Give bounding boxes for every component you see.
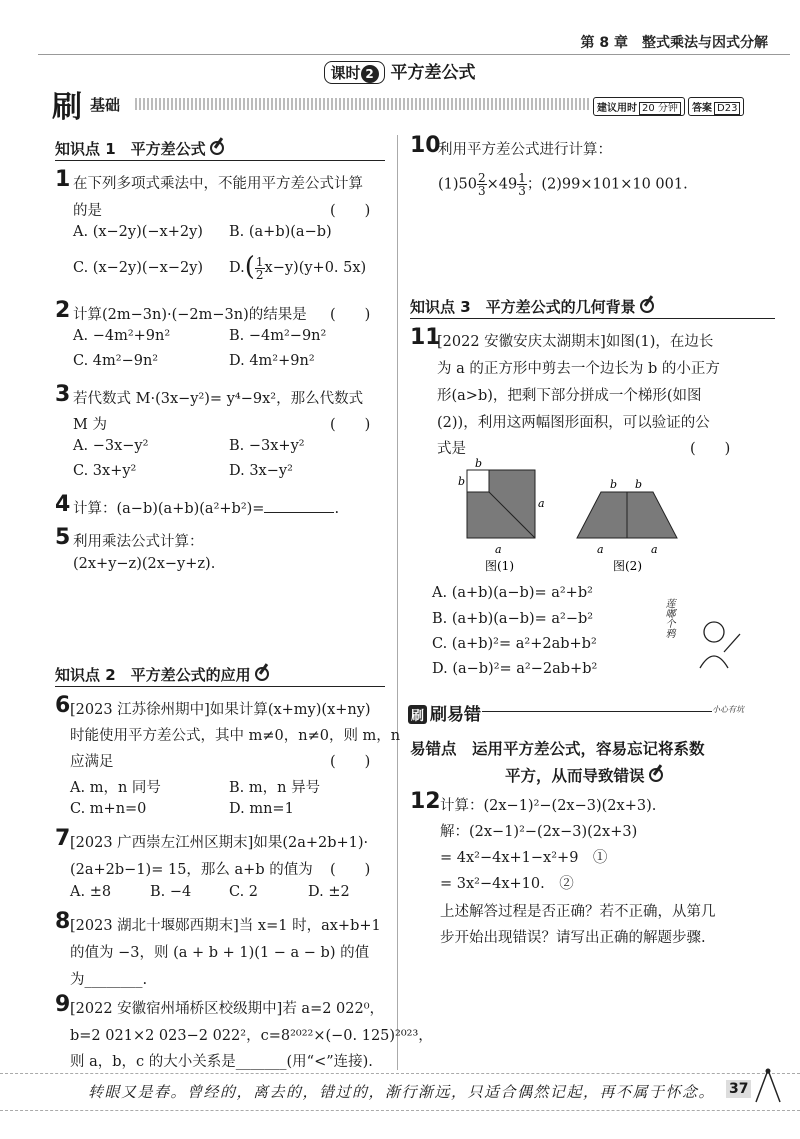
option-d: D. ±2 xyxy=(308,884,350,900)
error-section-rule xyxy=(482,711,712,712)
q2-stem: 计算(2m−3n)·(−2m−3n)的结果是 xyxy=(73,307,307,323)
q12-solution: = 3x²−4x+10. ② xyxy=(440,876,574,892)
error-point: 平方，从而导致错误 xyxy=(505,764,663,786)
answer-blank[interactable] xyxy=(264,501,334,513)
answer-paren: ( ) xyxy=(330,307,371,323)
knowledge-point-1: 知识点 1 平方差公式 xyxy=(55,138,224,159)
label-b-top: b xyxy=(610,478,618,491)
q12-solution: = 4x²−4x+1−x²+9 ① xyxy=(440,850,608,866)
option-d: D. mn=1 xyxy=(229,801,294,817)
q12-solution: 解：(2x−1)²−(2x−3)(2x+3) xyxy=(440,824,638,840)
option-a: A. m，n 同号 xyxy=(70,780,161,796)
question-number: 1 xyxy=(55,167,71,192)
option-b: B. (a+b)(a−b) xyxy=(229,224,332,240)
time-tag: 建议用时 20 分钟 xyxy=(593,97,685,116)
option-a: A. (a+b)(a−b)= a²+b² xyxy=(432,585,593,601)
error-point: 易错点 运用平方差公式，容易忘记将系数 xyxy=(410,740,705,758)
q11-stem: [2022 安徽安庆太湖期末]如图(1)，在边长 xyxy=(437,334,714,350)
option-b: B. −4 xyxy=(150,884,192,900)
answer-paren: ( ) xyxy=(330,203,371,219)
option-c: C. 3x+y² xyxy=(73,463,137,479)
compass-icon xyxy=(750,1066,786,1106)
question-number: 3 xyxy=(55,382,71,407)
section-title: 基础 xyxy=(90,96,121,114)
option-a: A. −4m²+9n² xyxy=(73,328,171,344)
option-d: D. (a−b)²= a²−2ab+b² xyxy=(432,661,598,677)
label-b-top: b xyxy=(635,478,643,491)
option-d: D.( $\frac{1}{2}$ x−y)(y+0. 5x) xyxy=(229,252,367,282)
q11-stem: 为 a 的正方形中剪去一个边长为 b 的小正方 xyxy=(437,361,720,377)
answer-paren: ( ) xyxy=(690,441,731,457)
question-number: 10 xyxy=(410,133,441,158)
q3-stem: M 为 xyxy=(73,417,107,433)
option-c: C. m+n=0 xyxy=(70,801,147,817)
label-a-bottom: a xyxy=(651,543,658,556)
label-a-bottom: a xyxy=(495,543,502,556)
figure-2-caption: 图(2) xyxy=(613,559,642,573)
label-a-right: a xyxy=(538,497,545,510)
pencil-icon xyxy=(210,141,224,155)
header-rule xyxy=(38,54,790,55)
option-a: A. ±8 xyxy=(70,884,112,900)
pencil-icon xyxy=(649,768,663,782)
pencil-icon xyxy=(255,667,269,681)
option-c: C. (x−2y)(−x−2y) xyxy=(73,260,204,276)
q8-stem: 的值为 −3，则 (a + b + 1)(1 − a − b) 的值 xyxy=(70,945,370,961)
q11-stem: 式是 xyxy=(437,441,466,457)
figure-1-caption: 图(1) xyxy=(485,559,514,573)
error-section-header: 刷 刷易错 xyxy=(408,700,481,725)
q5-stem: 利用乘法公式计算： xyxy=(73,534,204,550)
q10-stem: 利用平方差公式进行计算： xyxy=(438,142,612,158)
column-divider xyxy=(397,135,398,1070)
label-b-left: b xyxy=(458,475,466,488)
answer-paren: ( ) xyxy=(330,862,371,878)
pencil-icon xyxy=(640,299,654,313)
q10-expr: (1)50 $\frac{2}{3}$ ×49 $\frac{1}{3}$ ；(2)99×101×10 001. xyxy=(438,171,688,198)
option-b: B. (a+b)(a−b)= a²−b² xyxy=(432,611,594,627)
dotted-bar xyxy=(135,98,590,110)
q6-stem: 时能使用平方差公式，其中 m≠0，n≠0，则 m，n xyxy=(70,728,401,744)
label-a-bottom: a xyxy=(597,543,604,556)
page-number: 37 xyxy=(726,1080,751,1098)
figure-2-trapezoid xyxy=(577,492,677,538)
shua-logo: 刷 xyxy=(52,90,82,125)
question-number: 7 xyxy=(55,826,71,851)
q11-stem: (2))，利用这两幅图形面积，可以验证的公 xyxy=(437,415,710,431)
q11-stem: 形(a>b)，把剩下部分拼成一个梯形(如图 xyxy=(437,388,702,404)
q4-stem: 计算：(a−b)(a+b)(a²+b²)= . xyxy=(73,501,340,517)
option-a: A. −3x−y² xyxy=(73,438,149,454)
question-number: 12 xyxy=(410,789,441,814)
question-number: 11 xyxy=(410,325,441,350)
figure-1-square xyxy=(467,470,535,538)
option-c: C. 4m²−9n² xyxy=(73,353,159,369)
lesson-badge: 课时 2 xyxy=(324,61,384,84)
error-section-tip: 小心有坑 xyxy=(712,705,744,714)
kp-underline xyxy=(410,318,775,319)
q1-stem: 在下列多项式乘法中，不能用平方差公式计算 xyxy=(73,176,363,192)
question-number: 8 xyxy=(55,909,71,934)
small-square xyxy=(467,470,489,492)
question-number: 5 xyxy=(55,525,71,550)
option-b: B. −4m²−9n² xyxy=(229,328,327,344)
kp-underline xyxy=(55,160,385,161)
q12-question: 步开始出现错误？请写出正确的解题步骤. xyxy=(440,930,706,946)
q6-stem: [2023 江苏徐州期中]如果计算(x+my)(x+ny) xyxy=(70,702,371,718)
footer-motto: 转眼又是春。曾经的，离去的，错过的，渐行渐远，只适合偶然记起，再不属于怀念。 xyxy=(88,1083,716,1101)
q7-stem: (2a+2b−1)= 15，那么 a+b 的值为 xyxy=(70,862,313,878)
option-d: D. 3x−y² xyxy=(229,463,293,479)
question-number: 6 xyxy=(55,693,71,718)
q6-stem: 应满足 xyxy=(70,754,114,770)
cartoon-figure-icon xyxy=(688,612,744,672)
q8-stem: 为________. xyxy=(70,972,148,988)
answer-tag: 答案 D23 xyxy=(688,97,744,116)
option-a: A. (x−2y)(−x+2y) xyxy=(73,224,203,240)
question-number: 2 xyxy=(55,298,71,323)
question-number: 9 xyxy=(55,992,71,1017)
q9-stem: 则 a，b，c 的大小关系是_______(用“<”连接). xyxy=(70,1054,373,1070)
q12-question: 上述解答过程是否正确？若不正确，从第几 xyxy=(440,904,716,920)
q9-stem: [2022 安徽宿州埇桥区校级期中]若 a=2 022⁰， xyxy=(70,1001,385,1017)
q9-stem: b=2 021×2 023−2 022²，c=8²⁰²²×(−0. 125)²⁰²³， xyxy=(70,1028,433,1044)
option-b: B. m，n 异号 xyxy=(229,780,321,796)
option-c: C. 2 xyxy=(229,884,259,900)
geometry-figures xyxy=(455,455,700,575)
q12-stem: 计算：(2x−1)²−(2x−3)(2x+3). xyxy=(440,798,657,814)
q8-stem: [2023 湖北十堰郧西期末]当 x=1 时，ax+b+1 xyxy=(70,918,381,934)
option-d: D. 4m²+9n² xyxy=(229,353,315,369)
q3-stem: 若代数式 M·(3x−y²)= y⁴−9x²，那么代数式 xyxy=(73,391,364,407)
q7-stem: [2023 广西崇左江州区期末]如果(2a+2b+1)· xyxy=(70,835,369,851)
lesson-title: 课时 2 平方差公式 xyxy=(0,58,800,84)
q5-expr: (2x+y−z)(2x−y+z). xyxy=(73,556,216,572)
cartoon-note: 莲嘟个鸦 xyxy=(663,598,674,638)
knowledge-point-3: 知识点 3 平方差公式的几何背景 xyxy=(410,296,654,317)
kp-underline xyxy=(55,686,385,687)
chapter-header: 第 8 章 整式乘法与因式分解 xyxy=(580,35,768,51)
answer-paren: ( ) xyxy=(330,754,371,770)
label-b-top: b xyxy=(475,457,483,470)
answer-paren: ( ) xyxy=(330,417,371,433)
knowledge-point-2: 知识点 2 平方差公式的应用 xyxy=(55,664,269,685)
option-c: C. (a+b)²= a²+2ab+b² xyxy=(432,636,597,652)
option-b: B. −3x+y² xyxy=(229,438,305,454)
q1-stem: 的是 xyxy=(73,203,102,219)
question-number: 4 xyxy=(55,492,71,517)
